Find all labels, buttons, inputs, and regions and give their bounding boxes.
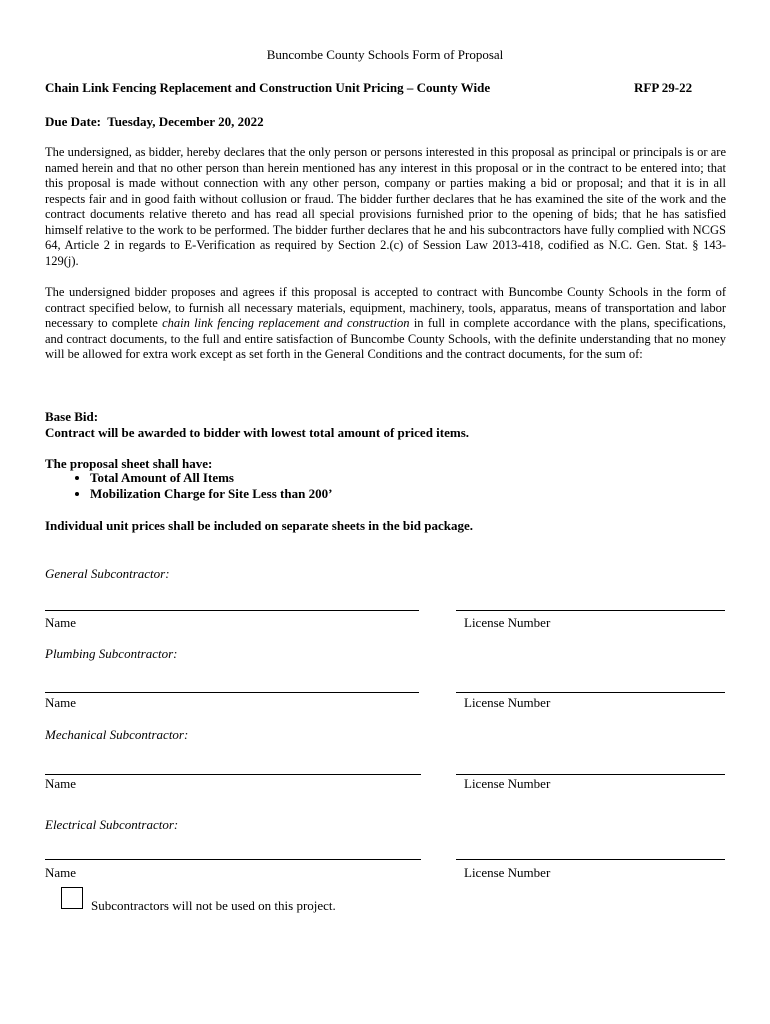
agreement-work-description: chain link fencing replacement and construction [162, 316, 410, 330]
plumbing-license-label: License Number [464, 695, 551, 710]
general-license-label: License Number [464, 615, 551, 630]
project-title: Chain Link Fencing Replacement and Construction Unit Pricing – County Wide [45, 80, 491, 95]
proposal-sheet-heading: The proposal sheet shall have: [45, 456, 213, 471]
mechanical-name-line[interactable] [45, 774, 421, 775]
mechanical-license-line[interactable] [456, 774, 725, 775]
agreement-text-end: in full in complete accordance with the plans, specifications, and contract documents, to the full and entire satisfaction of Buncombe County Schools, with the definite understanding that no money will be allowed for extra work except as set forth in the General Conditions and the contract documents, for the sum of: [45, 316, 726, 361]
general-subcontractor-label: General Subcontractor: [45, 566, 170, 581]
agreement-paragraph [45, 285, 726, 363]
list-item: • Total Amount of All Items [90, 470, 645, 486]
proposal-sheet-list [45, 470, 645, 501]
general-license-line[interactable] [456, 610, 725, 611]
unit-price-note: Individual unit prices shall be included on separate sheets in the bid package. [45, 518, 473, 533]
no-subcontractors-label: Subcontractors will not be used on this project. [91, 898, 336, 913]
base-bid-heading: Base Bid: [45, 409, 99, 424]
electrical-subcontractor-label: Electrical Subcontractor: [45, 817, 179, 832]
general-name-line[interactable] [45, 610, 419, 611]
plumbing-name-line[interactable] [45, 692, 419, 693]
no-subcontractors-checkbox[interactable] [61, 887, 83, 909]
general-name-label: Name [45, 615, 77, 630]
agreement-text-start: The undersigned bidder proposes and agrees if this proposal is accepted to contract with Buncombe County Schools in the form of contract specified below, to furnish all necessary materials, equipment, machinery, tools, apparatus, means of transportation and labor necessary to complete [45, 285, 726, 330]
plumbing-license-line[interactable] [456, 692, 725, 693]
mechanical-subcontractor-label: Mechanical Subcontractor: [45, 727, 189, 742]
list-item: • Mobilization Charge for Site Less than 200’ [90, 486, 645, 502]
electrical-license-label: License Number [464, 865, 551, 880]
declaration-paragraph: The undersigned, as bidder, hereby declares that the only person or persons interested in this proposal as principal or principals is or are named herein and that no other person than herein mentioned has any interest in this proposal or in the contract to be entered into; that this proposal is made without connection with any other person, company or parties making a bid or proposal; and that it is in all respects fair and in good faith without collusion or fraud. The bidder further declares that he has examined the site of the work and the contract documents relative thereto and has read all special provisions furnished prior to the opening of bids; that he has satisfied himself relative to the work to be performed. The bidder further declares that he and his subcontractors have fully complied with NCGS 64, Article 2 in regards to E-Verification as required by Section 2.(c) of Session Law 2013-418, codified as N.C. Gen. Stat. § 143-129(j). [45, 145, 726, 268]
award-note: Contract will be awarded to bidder with lowest total amount of priced items. [45, 425, 470, 440]
electrical-name-line[interactable] [45, 859, 421, 860]
mechanical-name-label: Name [45, 776, 77, 791]
plumbing-name-label: Name [45, 695, 77, 710]
rfp-number: RFP 29-22 [634, 80, 693, 95]
electrical-license-line[interactable] [456, 859, 725, 860]
plumbing-subcontractor-label: Plumbing Subcontractor: [45, 646, 178, 661]
mechanical-license-label: License Number [464, 776, 551, 791]
electrical-name-label: Name [45, 865, 77, 880]
form-title: Buncombe County Schools Form of Proposal [266, 47, 504, 62]
due-date: Due Date: Tuesday, December 20, 2022 [45, 114, 264, 129]
